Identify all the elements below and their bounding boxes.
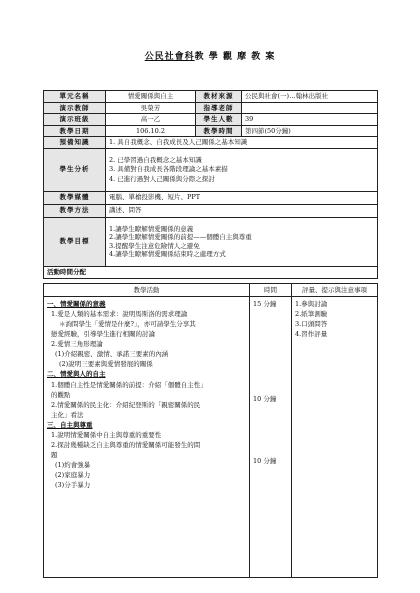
row-prior bbox=[44, 137, 378, 149]
media-label: 教學媒體 bbox=[44, 191, 106, 204]
activity-body-row bbox=[44, 297, 378, 578]
activity-section-heading: 二、情愛與人的自主 bbox=[47, 370, 106, 379]
source-value: 公民與社會(一)…翰林出版社 bbox=[242, 91, 378, 103]
col-time: 時間 bbox=[250, 284, 292, 297]
activity-line: (1)約會強暴 bbox=[55, 461, 91, 469]
analysis-value bbox=[106, 148, 378, 191]
row-goals bbox=[44, 217, 378, 266]
advisor-label: 指導老師 bbox=[196, 102, 242, 114]
goal-item: 3.提醒學生注意危險情人之避免 bbox=[109, 241, 200, 250]
goal-item: 1.讓學生瞭解情愛關係的意義 bbox=[109, 225, 194, 234]
activity-line: ＊詢問學生「愛情是什麼?」，亦可請學生分享其 bbox=[59, 320, 196, 329]
row-arrange bbox=[44, 266, 378, 278]
row-media bbox=[44, 191, 378, 204]
teacher-value: 吳榮芳 bbox=[106, 102, 196, 114]
class-value: 高一乙 bbox=[106, 114, 196, 126]
activity-section-heading: 一、情愛關係的意義 bbox=[47, 300, 106, 308]
students-value: 39 bbox=[242, 114, 378, 126]
analysis-item: 4. 已進行過對人己關係與分際之探討 bbox=[109, 174, 215, 183]
row-method bbox=[44, 204, 378, 217]
eval-item: 4.習作評量 bbox=[295, 330, 328, 339]
row-unit bbox=[44, 91, 378, 103]
activity-line: 戀愛經驗，引導學生進行相關的討論 bbox=[51, 330, 155, 339]
goal-item: 2.讓學生瞭解情愛關係的前提——個體自主與尊重 bbox=[109, 233, 252, 242]
unit-label: 單元名稱 bbox=[44, 91, 106, 103]
prior-label: 預備知識 bbox=[44, 137, 106, 149]
time-column bbox=[250, 297, 292, 578]
time-section-2: 10 分鐘 bbox=[253, 395, 277, 404]
row-teacher bbox=[44, 102, 378, 114]
activity-line: 2.探討幾種缺乏自主與尊重的情愛關係可能發生的問 bbox=[51, 440, 201, 449]
activity-header-row bbox=[44, 284, 378, 297]
activity-line: 1.個體自主性是情愛關係的前提：介紹「個體自主性」 bbox=[51, 380, 207, 389]
analysis-item: 2. 已學習過自我概念之基本知識 bbox=[109, 156, 202, 165]
media-value: 電腦、單槍投影機、短片、PPT bbox=[106, 191, 378, 204]
activity-table bbox=[43, 283, 378, 578]
activity-line: (3)分手暴力 bbox=[55, 481, 91, 490]
activity-lines bbox=[47, 299, 246, 490]
page-title bbox=[0, 49, 420, 62]
activity-section-heading: 三、自主與尊重 bbox=[47, 420, 93, 429]
time-value: 第四節(50分鐘) bbox=[242, 125, 378, 137]
col-activity: 教學活動 bbox=[44, 284, 250, 297]
activity-line: (2)說明三要素與愛情發展的關係 bbox=[59, 360, 153, 369]
class-label: 演示班級 bbox=[44, 114, 106, 126]
students-label: 學生人數 bbox=[196, 114, 242, 126]
time-section-1: 15 分鐘 bbox=[253, 300, 277, 308]
teacher-label: 演示教師 bbox=[44, 102, 106, 114]
goals-label: 教學目標 bbox=[44, 217, 106, 266]
activity-line: (2)家庭暴力 bbox=[55, 471, 91, 480]
advisor-value bbox=[242, 102, 378, 114]
time-section-3: 10 分鐘 bbox=[253, 457, 277, 466]
eval-item: 2.紙筆測驗 bbox=[295, 310, 328, 319]
activity-line: 主化」看法 bbox=[51, 410, 84, 419]
method-value: 講述、問答 bbox=[106, 204, 378, 217]
col-eval: 評量、提示與注意事項 bbox=[292, 284, 378, 297]
eval-item: 1.參與討論 bbox=[295, 300, 328, 308]
row-analysis bbox=[44, 148, 378, 191]
title-text: 教 學 觀 摩 教 案 bbox=[194, 52, 276, 62]
activity-line: 2.情愛關係的民主化：介紹紀登斯的「親密關係的民 bbox=[51, 400, 201, 409]
analysis-item: 3. 具備對自我成長各階段理論之基本素描 bbox=[109, 165, 228, 174]
date-value: 106.10.2 bbox=[106, 125, 196, 137]
activity-line: 的觀點 bbox=[51, 390, 71, 399]
lesson-info-table bbox=[43, 90, 378, 279]
activity-line: (1)介紹親密、激情、承諾三要素的內涵 bbox=[55, 350, 169, 359]
activity-line: 題 bbox=[51, 450, 58, 459]
goals-value bbox=[106, 217, 378, 266]
row-class bbox=[44, 114, 378, 126]
analysis-label: 學生分析 bbox=[44, 148, 106, 191]
time-label: 教學時間 bbox=[196, 125, 242, 137]
eval-item: 3.口頭問答 bbox=[295, 320, 328, 329]
arrange-label: 活動時間分配 bbox=[44, 266, 378, 278]
source-label: 教材來源 bbox=[196, 91, 242, 103]
row-date bbox=[44, 125, 378, 137]
activity-line: 1.愛是人類的基本需求：說明馬斯洛的需求理論 bbox=[51, 310, 188, 319]
eval-column bbox=[292, 297, 378, 578]
prior-value: 1. 具自我概念、自我成長及人己關係之基本知識 bbox=[106, 137, 378, 149]
method-label: 教學方法 bbox=[44, 204, 106, 217]
activity-content bbox=[44, 297, 250, 578]
activity-line: 1.說明情愛關係中自主與尊重的重要性 bbox=[51, 430, 162, 439]
activity-line: 2.愛情三角形理論 bbox=[51, 340, 103, 349]
unit-value: 情愛關係與自主 bbox=[106, 91, 196, 103]
goal-item: 4.讓學生瞭解情愛關係結束時之處理方式 bbox=[109, 249, 226, 258]
title-subject: 公民社會科 bbox=[144, 52, 195, 62]
date-label: 教學日期 bbox=[44, 125, 106, 137]
